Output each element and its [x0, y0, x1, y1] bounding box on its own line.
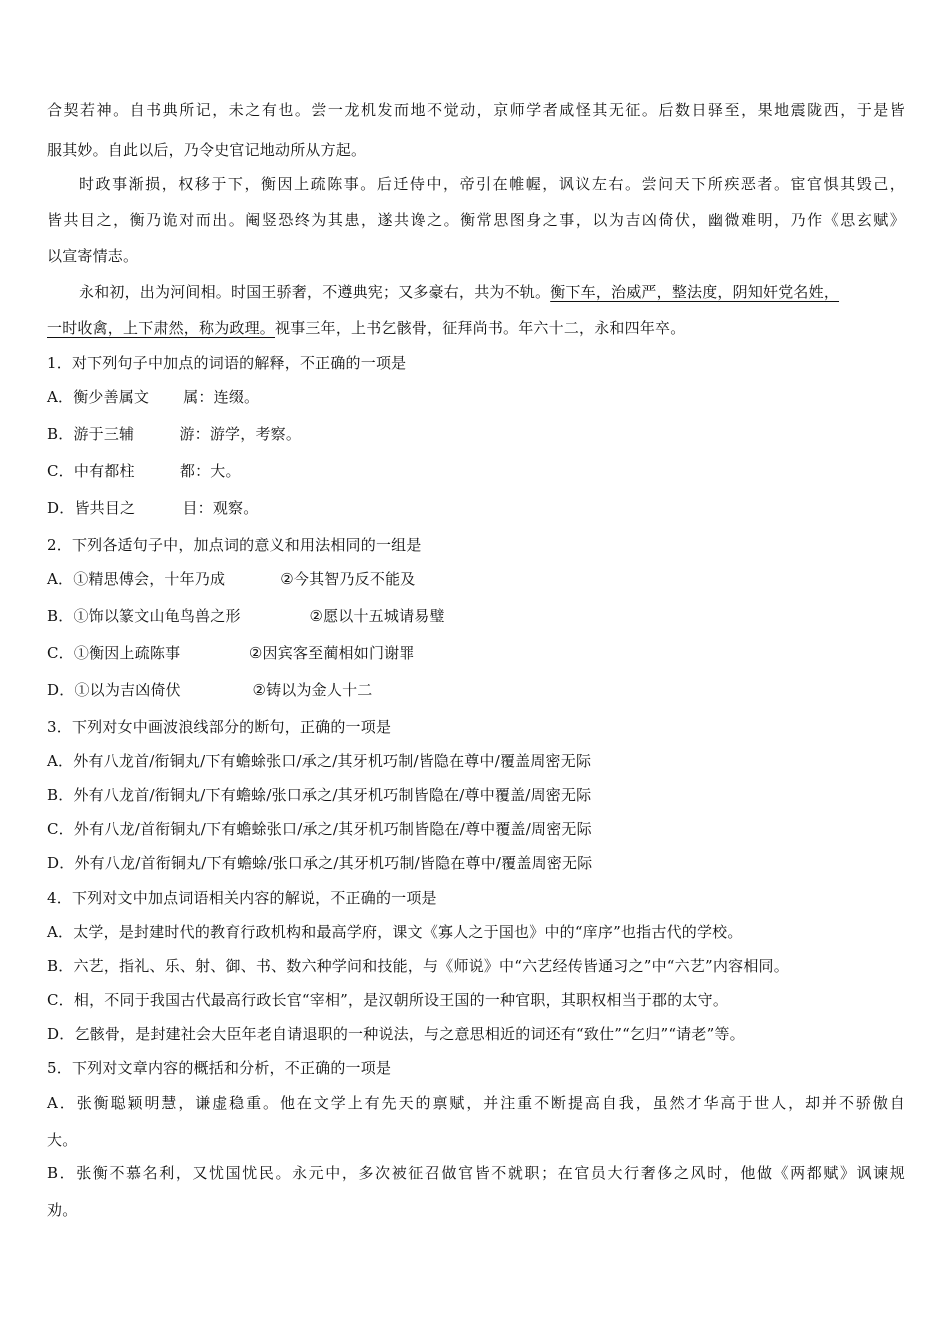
- option-continuation: 劝。: [47, 1201, 78, 1219]
- option-text: 外有八龙首/衔铜丸/下有蟾蜍张口/承之/其牙机巧制/皆隐在尊中/覆盖周密无际: [73, 752, 592, 770]
- passage-line: [47, 318, 905, 338]
- option-label: A．: [47, 388, 74, 406]
- option-text: 外有八龙首/衔铜丸/下有蟾蜍/张口承之/其牙机巧制皆隐在/尊中覆盖/周密无际: [73, 786, 592, 804]
- option-label: D．: [47, 854, 75, 872]
- option-line: [47, 751, 905, 771]
- option-note: ②愿以十五城请易璧: [309, 607, 445, 625]
- option-label: D．: [47, 499, 75, 517]
- passage-line: 皆共目之，衡乃诡对而出。阉竖恐终为其患，遂共谗之。衡常思图身之事，以为吉凶倚伏，幽微难明，乃作《思玄赋》: [47, 211, 905, 229]
- option-label: B．: [47, 607, 74, 625]
- passage-line: 服其妙。自此以后，乃令史官记地动所从方起。: [47, 141, 367, 159]
- option-label: A．: [47, 1094, 77, 1112]
- option-text: 外有八龙/首衔铜丸/下有蟾蜍张口/承之/其牙机巧制皆隐在/尊中覆盖/周密无际: [73, 820, 592, 838]
- option-note: 游：游学，考察。: [179, 425, 302, 443]
- option-line: [47, 1163, 905, 1183]
- option-line: [47, 1024, 905, 1044]
- option-line: [47, 498, 905, 518]
- option-text: 衡少善属文: [73, 388, 150, 406]
- option-text: 游于三辅: [73, 425, 135, 443]
- question-stem: 3．下列对女中画波浪线部分的断句，正确的一项是: [47, 718, 392, 736]
- passage-line: [79, 282, 905, 302]
- question-stem: 5．下列对文章内容的概括和分析，不正确的一项是: [47, 1059, 392, 1077]
- underlined-text: 衡下车，治威严，整法度，阴知奸党名姓，: [550, 283, 840, 301]
- option-label: C．: [47, 644, 74, 662]
- option-note: 目：观察。: [182, 499, 259, 517]
- option-line: [47, 643, 905, 663]
- option-label: D．: [47, 1025, 75, 1043]
- option-label: A．: [47, 570, 74, 588]
- option-text: ①衡因上疏陈事: [73, 644, 181, 662]
- option-text: 中有都柱: [73, 462, 135, 480]
- option-note: 属：连缀。: [183, 388, 260, 406]
- passage-text: 视事三年，上书乞骸骨，征拜尚书。年六十二，永和四年卒。: [275, 319, 686, 337]
- option-text: 张衡不慕名利，又忧国忧民。永元中，多次被征召做官皆不就职；在官员大行奢侈之风时，他做《两都赋》讽谏规: [76, 1164, 905, 1182]
- option-note: ②今其智乃反不能及: [280, 570, 416, 588]
- option-line: [47, 922, 905, 942]
- option-label: B．: [47, 957, 74, 975]
- option-line: [47, 853, 905, 873]
- option-label: C．: [47, 820, 74, 838]
- option-note: ②因宾客至蔺相如门谢罪: [248, 644, 415, 662]
- option-note: ②铸以为金人十二: [252, 681, 373, 699]
- option-text: 外有八龙/首衔铜丸/下有蟾蜍/张口承之/其牙机巧制/皆隐在尊中/覆盖周密无际: [74, 854, 593, 872]
- option-continuation: 大。: [47, 1131, 78, 1149]
- option-text: ①精思傅会，十年乃成: [73, 570, 226, 588]
- option-note: 都：大。: [179, 462, 241, 480]
- option-line: [47, 680, 905, 700]
- option-text: 皆共目之: [74, 499, 136, 517]
- option-text: 乞骸骨，是封建社会大臣年老自请退职的一种说法，与之意思相近的词还有“致仕”“乞归”“请老”等。: [74, 1025, 745, 1043]
- passage-line: 时政事渐损，权移于下，衡因上疏陈事。后迁侍中，帝引在帷幄，讽议左右。尝问天下所疾恶者。宦官惧其毁己，: [79, 175, 905, 193]
- option-text: 相，不同于我国古代最高行政长官“宰相”，是汉朝所设王国的一种官职，其职权相当于郡的太守。: [73, 991, 729, 1009]
- option-label: B．: [47, 786, 74, 804]
- option-line: [47, 424, 905, 444]
- option-label: C．: [47, 462, 74, 480]
- passage-line: 合契若神。自书典所记，未之有也。尝一龙机发而地不觉动，京师学者咸怪其无征。后数日驿至，果地震陇西，于是皆: [47, 101, 905, 119]
- question-stem: 4．下列对文中加点词语相关内容的解说，不正确的一项是: [47, 889, 437, 907]
- option-text: 张衡聪颖明慧，谦虚稳重。他在文学上有先天的禀赋，并注重不断提高自我，虽然才华高于世人，却并不骄傲自: [76, 1094, 905, 1112]
- question-stem: 1．对下列句子中加点的词语的解释，不正确的一项是: [47, 354, 407, 372]
- option-line: [47, 819, 905, 839]
- passage-line: 以宣寄情志。: [47, 247, 139, 265]
- option-line: [47, 785, 905, 805]
- option-line: [47, 956, 905, 976]
- underlined-text: 一时收禽，上下肃然，称为政理。: [47, 319, 276, 337]
- option-label: D．: [47, 681, 75, 699]
- option-line: [47, 606, 905, 626]
- option-line: [47, 569, 905, 589]
- option-line: [47, 1093, 905, 1113]
- option-text: 六艺，指礼、乐、射、御、书、数六种学问和技能，与《师说》中“六艺经传皆通习之”中“六艺”内容相同。: [73, 957, 789, 975]
- option-label: B．: [47, 1164, 77, 1182]
- option-line: [47, 990, 905, 1010]
- option-text: ①饰以篆文山龟鸟兽之形: [73, 607, 241, 625]
- option-line: [47, 461, 905, 481]
- option-label: C．: [47, 991, 74, 1009]
- option-label: A．: [47, 752, 74, 770]
- option-line: [47, 387, 905, 407]
- option-text: 太学，是封建时代的教育行政机构和最高学府，课文《寡人之于国也》中的“庠序”也指古代的学校。: [73, 923, 743, 941]
- option-label: B．: [47, 425, 74, 443]
- option-label: A．: [47, 923, 74, 941]
- option-text: ①以为吉凶倚伏: [74, 681, 181, 699]
- question-stem: 2．下列各适句子中，加点词的意义和用法相同的一组是: [47, 536, 422, 554]
- passage-text: 永和初，出为河间相。时国王骄奢，不遵典宪；又多豪右，共为不轨。: [79, 283, 551, 301]
